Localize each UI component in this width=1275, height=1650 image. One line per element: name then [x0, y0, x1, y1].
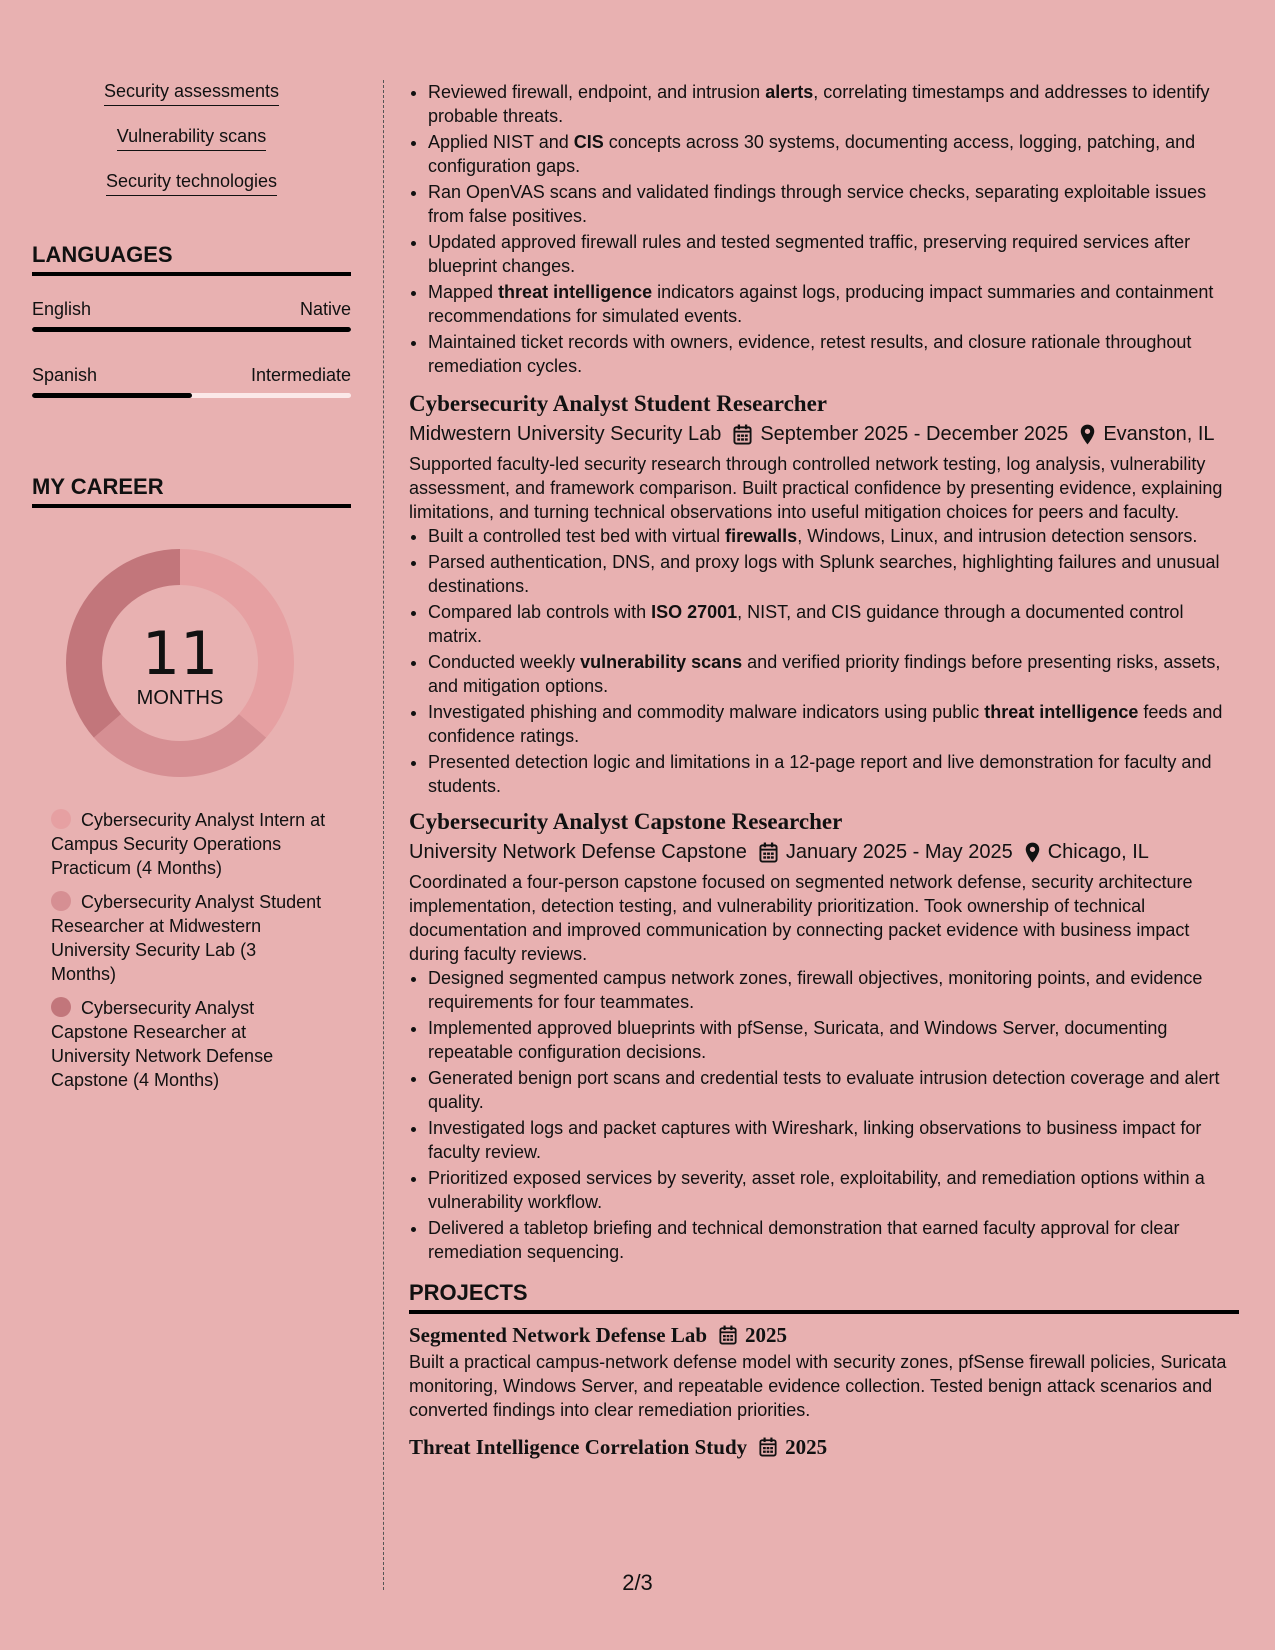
job-summary: Supported faculty-led security research through controlled network testing, log analysis, vulnerability assessment, and framework comparison. Built practical confidence by presenting evidence, explaining limitations, and turning technical observations into useful mitigation choices for peers and faculty. [409, 454, 1223, 522]
project-name: Threat Intelligence Correlation Study [409, 1435, 748, 1459]
career-heading: MY CAREER [32, 474, 351, 508]
career-legend [32, 808, 351, 1092]
bullet-item: • Parsed authentication, DNS, and proxy logs with Splunk searches, highlighting failures and unusual destinations. [428, 550, 1239, 598]
bullet-item: • Investigated logs and packet captures with Wireshark, linking observations to business impact for faculty review. [428, 1116, 1239, 1164]
bullet-item: • Designed segmented campus network zones, firewall objectives, monitoring points, and evidence requirements for four teammates. [428, 966, 1239, 1014]
donut-segment [94, 714, 266, 777]
career-donut-chart [65, 548, 295, 778]
job-bullets [409, 80, 1239, 378]
job-meta [409, 421, 1239, 447]
calendar-icon [733, 424, 752, 445]
career-legend-item: Cybersecurity Analyst Student Researcher at Midwestern University Security Lab (3 Months) [51, 892, 322, 984]
calendar-icon [719, 1325, 737, 1345]
career-legend-item: Cybersecurity Analyst Intern at Campus Security Operations Practicum (4 Months) [51, 810, 326, 878]
job-title: Cybersecurity Analyst Student Researcher [409, 391, 827, 416]
language-proficiency-bar [32, 327, 351, 332]
legend-dot [51, 891, 71, 911]
job-entry [409, 808, 1239, 1264]
calendar-icon [759, 842, 778, 863]
bullet-item: • Ran OpenVAS scans and validated findings through service checks, separating exploitable issues from false positives. [428, 180, 1239, 228]
bullet-item: • Mapped threat intelligence indicators against logs, producing impact summaries and containment recommendations for simulated events. [428, 280, 1239, 328]
main-content [409, 80, 1239, 1460]
project-item [409, 1434, 1239, 1460]
project-title [409, 1322, 1239, 1348]
job-org: Midwestern University Security Lab [409, 423, 722, 445]
skill-item: Vulnerability scans [32, 125, 351, 151]
job-summary: Coordinated a four-person capstone focused on segmented network defense, security architecture implementation, detection testing, and vulnerability prioritization. Took ownership of technical documentation and improved communication by connecting packet evidence with business impact during faculty reviews. [409, 872, 1193, 964]
language-item [32, 298, 351, 332]
job-dates: January 2025 - May 2025 [785, 841, 1013, 863]
legend-dot [51, 997, 71, 1017]
project-year: 2025 [785, 1435, 828, 1459]
projects-heading: PROJECTS [409, 1280, 1239, 1314]
job-meta [409, 839, 1239, 865]
bullet-item: • Generated benign port scans and credential tests to evaluate intrusion detection coverage and alert quality. [428, 1066, 1239, 1114]
job-bullets [409, 966, 1239, 1264]
project-title [409, 1434, 1239, 1460]
sidebar [32, 80, 351, 1102]
project-item [409, 1322, 1239, 1422]
project-name: Segmented Network Defense Lab [409, 1323, 708, 1347]
language-proficiency-bar [32, 393, 351, 398]
skills-list [32, 80, 351, 196]
career-total: 11 [141, 619, 219, 689]
bullet-item: • Reviewed firewall, endpoint, and intrusion alerts, correlating timestamps and addresses to identify probable threats. [428, 80, 1239, 128]
skill-item: Security technologies [32, 170, 351, 196]
bullet-item: • Built a controlled test bed with virtual firewalls, Windows, Linux, and intrusion detection sensors. [428, 524, 1239, 548]
bullet-item: • Compared lab controls with ISO 27001, NIST, and CIS guidance through a documented control matrix. [428, 600, 1239, 648]
language-name: English [32, 299, 92, 319]
job-org: University Network Defense Capstone [409, 841, 747, 863]
language-name: Spanish [32, 365, 98, 385]
bullet-item: • Conducted weekly vulnerability scans and verified priority findings before presenting risks, assets, and mitigation options. [428, 650, 1239, 698]
job-title: Cybersecurity Analyst Capstone Researcher [409, 809, 843, 834]
job-entry [409, 390, 1239, 798]
bullet-item: • Prioritized exposed services by severity, asset role, exploitability, and remediation options within a vulnerability workflow. [428, 1166, 1239, 1214]
job-bullets [409, 524, 1239, 798]
languages-heading: LANGUAGES [32, 242, 351, 276]
language-level: Native [299, 299, 351, 319]
career-legend-item: Cybersecurity Analyst Capstone Researcher at University Network Defense Capstone (4 Months) [51, 998, 274, 1090]
bullet-item: • Presented detection logic and limitations in a 12-page report and live demonstration for faculty and students. [428, 750, 1239, 798]
language-item [32, 364, 351, 398]
bullet-item: • Applied NIST and CIS concepts across 30 systems, documenting access, logging, patching, and configuration gaps. [428, 130, 1239, 178]
bullet-item: • Delivered a tabletop briefing and technical demonstration that earned faculty approval for clear remediation sequencing. [428, 1216, 1239, 1264]
column-divider [383, 80, 384, 1590]
project-year: 2025 [745, 1323, 788, 1347]
bullet-item: • Implemented approved blueprints with pfSense, Suricata, and Windows Server, documenting repeatable configuration decisions. [428, 1016, 1239, 1064]
job-location: Chicago, IL [1047, 841, 1149, 863]
career-unit: MONTHS [136, 687, 224, 709]
calendar-icon [759, 1437, 777, 1457]
page-number: 2/3 [622, 1570, 653, 1595]
legend-dot [51, 809, 71, 829]
job-location: Evanston, IL [1103, 423, 1215, 445]
location-pin-icon [1025, 842, 1040, 863]
bullet-item: • Updated approved firewall rules and tested segmented traffic, preserving required services after blueprint changes. [428, 230, 1239, 278]
location-pin-icon [1080, 424, 1095, 445]
language-level: Intermediate [250, 365, 351, 385]
skill-item: Security assessments [32, 80, 351, 106]
job-dates: September 2025 - December 2025 [760, 423, 1069, 445]
bullet-item: • Investigated phishing and commodity malware indicators using public threat intelligence feeds and confidence ratings. [428, 700, 1239, 748]
project-description: Built a practical campus-network defense model with security zones, pfSense firewall policies, Suricata monitoring, Windows Server, and repeatable evidence collection. Tested benign attack scenarios and converted findings into clear remediation priorities. [409, 1352, 1227, 1420]
bullet-item: • Maintained ticket records with owners, evidence, retest results, and closure rationale throughout remediation cycles. [428, 330, 1239, 378]
